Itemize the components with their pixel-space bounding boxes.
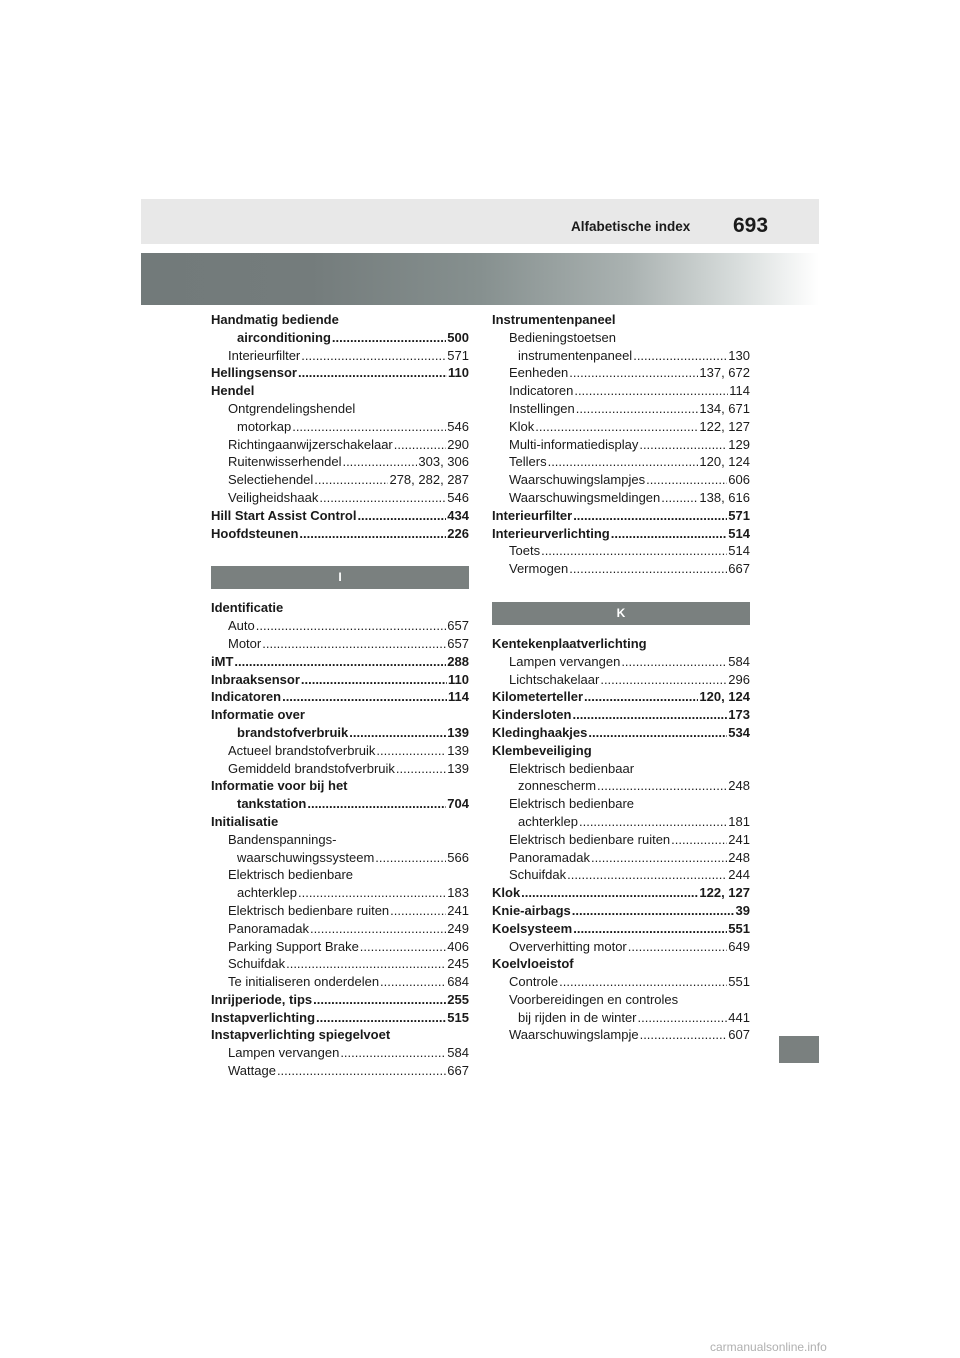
dot-leader [573, 920, 727, 938]
index-entry [211, 364, 469, 382]
entry-term: airconditioning [237, 329, 331, 345]
dot-leader [375, 849, 446, 867]
index-entry [211, 311, 469, 329]
dot-leader [307, 795, 446, 813]
entry-term: Veiligheidshaak [228, 489, 319, 505]
dot-leader [548, 453, 699, 471]
dot-leader [292, 418, 446, 436]
index-entry [492, 849, 750, 867]
entry-page-ref: 249 [447, 920, 469, 936]
index-entry [211, 1026, 469, 1044]
index-entry [492, 347, 750, 365]
index-entry [492, 706, 750, 724]
index-entry [492, 453, 750, 471]
index-entry [492, 777, 750, 795]
dot-leader [633, 347, 727, 365]
index-entry [211, 599, 469, 617]
entry-page-ref: 500 [447, 329, 469, 345]
dot-leader [310, 920, 446, 938]
index-entry [492, 724, 750, 742]
entry-page-ref: 248 [728, 849, 750, 865]
entry-term: brandstofverbruik [237, 724, 349, 740]
dot-leader [301, 347, 446, 365]
index-entry [211, 742, 469, 760]
dot-leader [301, 671, 447, 689]
index-entry [492, 507, 750, 525]
index-entry [492, 489, 750, 507]
entry-page-ref: 649 [728, 938, 750, 954]
dot-leader [572, 706, 727, 724]
dot-leader [576, 400, 699, 418]
index-entry [211, 955, 469, 973]
index-entry [492, 671, 750, 689]
entry-term: Panoramadak [228, 920, 309, 936]
entry-term: Klok [509, 418, 535, 434]
index-entry [492, 831, 750, 849]
entry-term: Wattage [228, 1063, 276, 1079]
dot-leader [396, 760, 446, 778]
dot-leader [535, 418, 698, 436]
entry-page-ref: 110 [448, 365, 469, 381]
entry-page-ref: 139 [447, 742, 469, 758]
entry-page-ref: 546 [447, 418, 469, 434]
entry-term: waarschuwingssysteem [237, 849, 375, 865]
index-entry [211, 1009, 469, 1027]
entry-term: Elektrisch bedienbare [228, 867, 354, 883]
entry-page-ref: 39 [735, 902, 750, 918]
entry-term: Oververhitting motor [509, 938, 627, 954]
index-entry [492, 400, 750, 418]
index-entry [211, 991, 469, 1009]
entry-page-ref: 226 [447, 525, 469, 541]
entry-page-ref: 134, 671 [699, 400, 750, 416]
entry-page-ref: 114 [448, 689, 469, 705]
entry-term: Multi-informatiedisplay [509, 436, 639, 452]
entry-term: Identificatie [211, 600, 284, 616]
entry-page-ref: 244 [728, 867, 750, 883]
dot-leader [628, 938, 728, 956]
entry-page-ref: 434 [447, 507, 469, 523]
index-entry [492, 920, 750, 938]
dot-leader [298, 364, 447, 382]
index-entry [492, 382, 750, 400]
entry-term: Waarschuwingslampje [509, 1027, 639, 1043]
entry-page-ref: 129 [728, 436, 750, 452]
entry-page-ref: 122, 127 [699, 418, 750, 434]
entry-term: Kledinghaakjes [492, 724, 588, 740]
entry-page-ref: 278, 282, 287 [389, 472, 469, 488]
entry-term: Elektrisch bedienbare ruiten [228, 902, 390, 918]
entry-term: Controle [509, 974, 559, 990]
entry-page-ref: 551 [728, 974, 750, 990]
entry-term: Instellingen [509, 400, 575, 416]
index-entry [211, 653, 469, 671]
dot-leader [256, 617, 447, 635]
index-entry [492, 436, 750, 454]
dot-leader [380, 973, 446, 991]
index-entry [211, 1062, 469, 1080]
entry-term: achterklep [518, 813, 578, 829]
dot-leader [299, 525, 446, 543]
entry-page-ref: 571 [447, 347, 469, 363]
index-entry [492, 955, 750, 973]
dot-leader [319, 489, 446, 507]
dot-leader [314, 471, 388, 489]
index-entry [211, 418, 469, 436]
dot-leader [559, 973, 727, 991]
index-entry [211, 400, 469, 418]
index-entry [492, 329, 750, 347]
entry-term: Hendel [211, 383, 255, 399]
dot-leader [646, 471, 727, 489]
dot-leader [262, 635, 446, 653]
index-entry [492, 1026, 750, 1044]
index-entry [211, 1044, 469, 1062]
entry-page-ref: 606 [728, 472, 750, 488]
entry-term: Instrumentenpaneel [492, 312, 616, 327]
dot-leader [360, 938, 447, 956]
dot-leader [572, 902, 735, 920]
dot-leader [584, 688, 698, 706]
entry-term: Lampen vervangen [228, 1045, 340, 1061]
entry-term: Interieurfilter [492, 507, 573, 523]
entry-page-ref: 173 [728, 707, 750, 723]
entry-term: Informatie voor bij het [211, 778, 348, 794]
entry-term: Instapverlichting [211, 1009, 316, 1025]
entry-term: iMT [211, 653, 234, 669]
index-entry [211, 635, 469, 653]
dot-leader [541, 542, 727, 560]
dot-leader [313, 991, 446, 1009]
entry-page-ref: 441 [728, 1009, 750, 1025]
entry-page-ref: 255 [447, 991, 469, 1007]
entry-term: Toets [509, 543, 541, 559]
index-entry [211, 724, 469, 742]
entry-page-ref: 183 [447, 885, 469, 901]
entry-term: Koelsysteem [492, 920, 573, 936]
entry-page-ref: 139 [447, 724, 469, 740]
entry-term: Inrijperiode, tips [211, 991, 313, 1007]
entry-page-ref: 607 [728, 1027, 750, 1043]
entry-page-ref: 138, 616 [699, 489, 750, 505]
entry-term: Tellers [509, 454, 547, 470]
index-entry [211, 671, 469, 689]
index-entry [492, 991, 750, 1009]
dot-leader [282, 688, 447, 706]
entry-page-ref: 514 [728, 543, 750, 559]
dot-leader [390, 902, 446, 920]
dot-leader [569, 364, 698, 382]
entry-term: Waarschuwingsmeldingen [509, 489, 661, 505]
entry-term: Hellingsensor [211, 365, 297, 381]
index-entry [211, 866, 469, 884]
entry-page-ref: 534 [728, 724, 750, 740]
entry-term: Kentekenplaatverlichting [492, 635, 647, 651]
dot-leader [671, 831, 727, 849]
dot-leader [569, 560, 727, 578]
index-entry [211, 471, 469, 489]
index-entry [492, 973, 750, 991]
dot-leader [394, 436, 447, 454]
index-entry [492, 813, 750, 831]
dot-leader [521, 884, 698, 902]
index-entry [492, 542, 750, 560]
index-entry [211, 938, 469, 956]
entry-page-ref: 122, 127 [699, 885, 750, 901]
entry-term: Motor [228, 635, 262, 651]
entry-page-ref: 584 [728, 653, 750, 669]
index-entry [211, 436, 469, 454]
entry-term: Handmatig bediende [211, 312, 339, 327]
index-entry [492, 688, 750, 706]
entry-term: Hill Start Assist Control [211, 507, 357, 523]
dot-leader [579, 813, 727, 831]
index-entry [492, 364, 750, 382]
entry-term: motorkap [237, 418, 292, 434]
index-entry [211, 507, 469, 525]
dot-leader [638, 1009, 728, 1027]
entry-term: Auto [228, 618, 255, 634]
index-entry [211, 525, 469, 543]
entry-page-ref: 303, 306 [418, 454, 469, 470]
dot-leader [661, 489, 698, 507]
dot-leader [597, 777, 727, 795]
index-entry [492, 795, 750, 813]
entry-term: Bandenspannings- [228, 831, 337, 847]
dot-leader [640, 1026, 728, 1044]
entry-term: Kindersloten [492, 707, 572, 723]
index-entry [211, 777, 469, 795]
entry-term: Selectiehendel [228, 472, 314, 488]
entry-page-ref: 667 [447, 1063, 469, 1079]
entry-page-ref: 684 [447, 974, 469, 990]
entry-term: Inbraaksensor [211, 671, 300, 687]
entry-term: Parking Support Brake [228, 938, 359, 954]
entry-term: Waarschuwingslampjes [509, 472, 646, 488]
index-entry [492, 742, 750, 760]
entry-page-ref: 704 [447, 796, 469, 812]
entry-term: Eenheden [509, 365, 569, 381]
entry-term: Actueel brandstofverbruik [228, 742, 376, 758]
entry-term: Klok [492, 885, 521, 901]
dot-leader [342, 453, 417, 471]
entry-page-ref: 566 [447, 849, 469, 865]
index-entry [492, 1009, 750, 1027]
index-entry [211, 617, 469, 635]
entry-page-ref: 657 [447, 618, 469, 634]
entry-term: Informatie over [211, 707, 305, 723]
index-entry [492, 884, 750, 902]
dot-leader [567, 866, 727, 884]
entry-term: Vermogen [509, 561, 569, 577]
entry-term: instrumentenpaneel [518, 347, 633, 363]
entry-page-ref: 514 [728, 525, 750, 541]
entry-term: Gemiddeld brandstofverbruik [228, 760, 395, 776]
dot-leader [316, 1009, 446, 1027]
entry-term: Initialisatie [211, 813, 279, 829]
page-title: Alfabetische index [571, 219, 691, 234]
entry-page-ref: 515 [447, 1009, 469, 1025]
dot-leader [357, 507, 446, 525]
entry-page-ref: 667 [728, 561, 750, 577]
entry-term: Te initialiseren onderdelen [228, 974, 380, 990]
entry-term: Ontgrendelingshendel [228, 400, 356, 416]
dot-leader [234, 653, 446, 671]
entry-term: Richtingaanwijzerschakelaar [228, 436, 393, 452]
page-number: 693 [733, 214, 769, 237]
dot-leader [588, 724, 727, 742]
entry-term: Knie-airbags [492, 902, 571, 918]
entry-term: Indicatoren [211, 689, 282, 705]
index-entry [492, 635, 750, 653]
entry-term: Elektrisch bedienbaar [509, 760, 635, 776]
entry-page-ref: 296 [728, 671, 750, 687]
index-entry [211, 831, 469, 849]
index-entry [492, 418, 750, 436]
entry-page-ref: 657 [447, 635, 469, 651]
header-gradient-band [141, 253, 819, 305]
index-entry [492, 866, 750, 884]
entry-page-ref: 241 [728, 831, 750, 847]
entry-term: Elektrisch bedienbare ruiten [509, 831, 671, 847]
dot-leader [591, 849, 727, 867]
index-entry [211, 849, 469, 867]
entry-page-ref: 406 [447, 938, 469, 954]
entry-term: Voorbereidingen en controles [509, 991, 679, 1007]
index-entry [211, 813, 469, 831]
entry-term: tankstation [237, 796, 307, 812]
entry-term: Kilometerteller [492, 689, 584, 705]
entry-term: Bedieningstoetsen [509, 329, 616, 345]
dot-leader [277, 1062, 446, 1080]
index-entry [211, 902, 469, 920]
entry-page-ref: 114 [729, 383, 750, 399]
entry-term: Instapverlichting spiegelvoet [211, 1027, 391, 1043]
entry-page-ref: 245 [447, 956, 469, 972]
entry-term: Klembeveiliging [492, 742, 592, 758]
entry-page-ref: 571 [728, 507, 750, 523]
entry-term: Panoramadak [509, 849, 590, 865]
chapter-thumb-tab [779, 1036, 819, 1063]
index-entry [211, 688, 469, 706]
index-entry [211, 795, 469, 813]
dot-leader [574, 382, 728, 400]
watermark: carmanualsonline.info [710, 1340, 827, 1354]
index-entry [492, 525, 750, 543]
entry-term: Ruitenwisserhendel [228, 454, 342, 470]
dot-leader [298, 884, 446, 902]
dot-leader [621, 653, 727, 671]
entry-term: Indicatoren [509, 383, 574, 399]
entry-page-ref: 584 [447, 1045, 469, 1061]
index-entry [492, 311, 750, 329]
index-entry [211, 382, 469, 400]
entry-page-ref: 110 [448, 671, 469, 687]
entry-term: Lichtschakelaar [509, 671, 600, 687]
dot-leader [376, 742, 446, 760]
dot-leader [573, 507, 727, 525]
index-entry [211, 489, 469, 507]
dot-leader [349, 724, 446, 742]
index-entry [492, 938, 750, 956]
index-entry [211, 760, 469, 778]
entry-term: Interieurfilter [228, 347, 301, 363]
entry-page-ref: 546 [447, 489, 469, 505]
entry-term: Schuifdak [228, 956, 286, 972]
entry-page-ref: 120, 124 [699, 689, 750, 705]
dot-leader [600, 671, 727, 689]
entry-page-ref: 248 [728, 778, 750, 794]
entry-term: Schuifdak [509, 867, 567, 883]
entry-term: achterklep [237, 885, 297, 901]
section-header: K [492, 602, 750, 625]
entry-term: bij rijden in de winter [518, 1009, 637, 1025]
entry-page-ref: 288 [447, 653, 469, 669]
entry-page-ref: 120, 124 [699, 454, 750, 470]
entry-term: zonnescherm [518, 778, 597, 794]
index-entry [211, 453, 469, 471]
entry-term: Elektrisch bedienbare [509, 796, 635, 812]
index-entry [492, 760, 750, 778]
index-entry [211, 973, 469, 991]
dot-leader [639, 436, 727, 454]
index-entry [492, 902, 750, 920]
entry-term: Interieurverlichting [492, 525, 610, 541]
entry-term: Koelvloeistof [492, 956, 574, 972]
dot-leader [340, 1044, 446, 1062]
entry-page-ref: 130 [728, 347, 750, 363]
index-column-right [492, 311, 750, 1044]
index-entry [492, 471, 750, 489]
index-entry [211, 329, 469, 347]
entry-term: Lampen vervangen [509, 653, 621, 669]
section-header: I [211, 566, 469, 589]
index-entry [492, 653, 750, 671]
index-column-left [211, 311, 469, 1080]
index-entry [211, 920, 469, 938]
index-entry [211, 347, 469, 365]
header-box [141, 199, 819, 244]
dot-leader [286, 955, 446, 973]
dot-leader [611, 525, 728, 543]
entry-page-ref: 139 [447, 760, 469, 776]
index-entry [211, 706, 469, 724]
entry-page-ref: 241 [447, 902, 469, 918]
entry-term: Hoofdsteunen [211, 525, 299, 541]
index-entry [211, 884, 469, 902]
index-entry [492, 560, 750, 578]
dot-leader [332, 329, 446, 347]
entry-page-ref: 290 [447, 436, 469, 452]
entry-page-ref: 181 [728, 813, 750, 829]
entry-page-ref: 137, 672 [699, 365, 750, 381]
entry-page-ref: 551 [728, 920, 750, 936]
